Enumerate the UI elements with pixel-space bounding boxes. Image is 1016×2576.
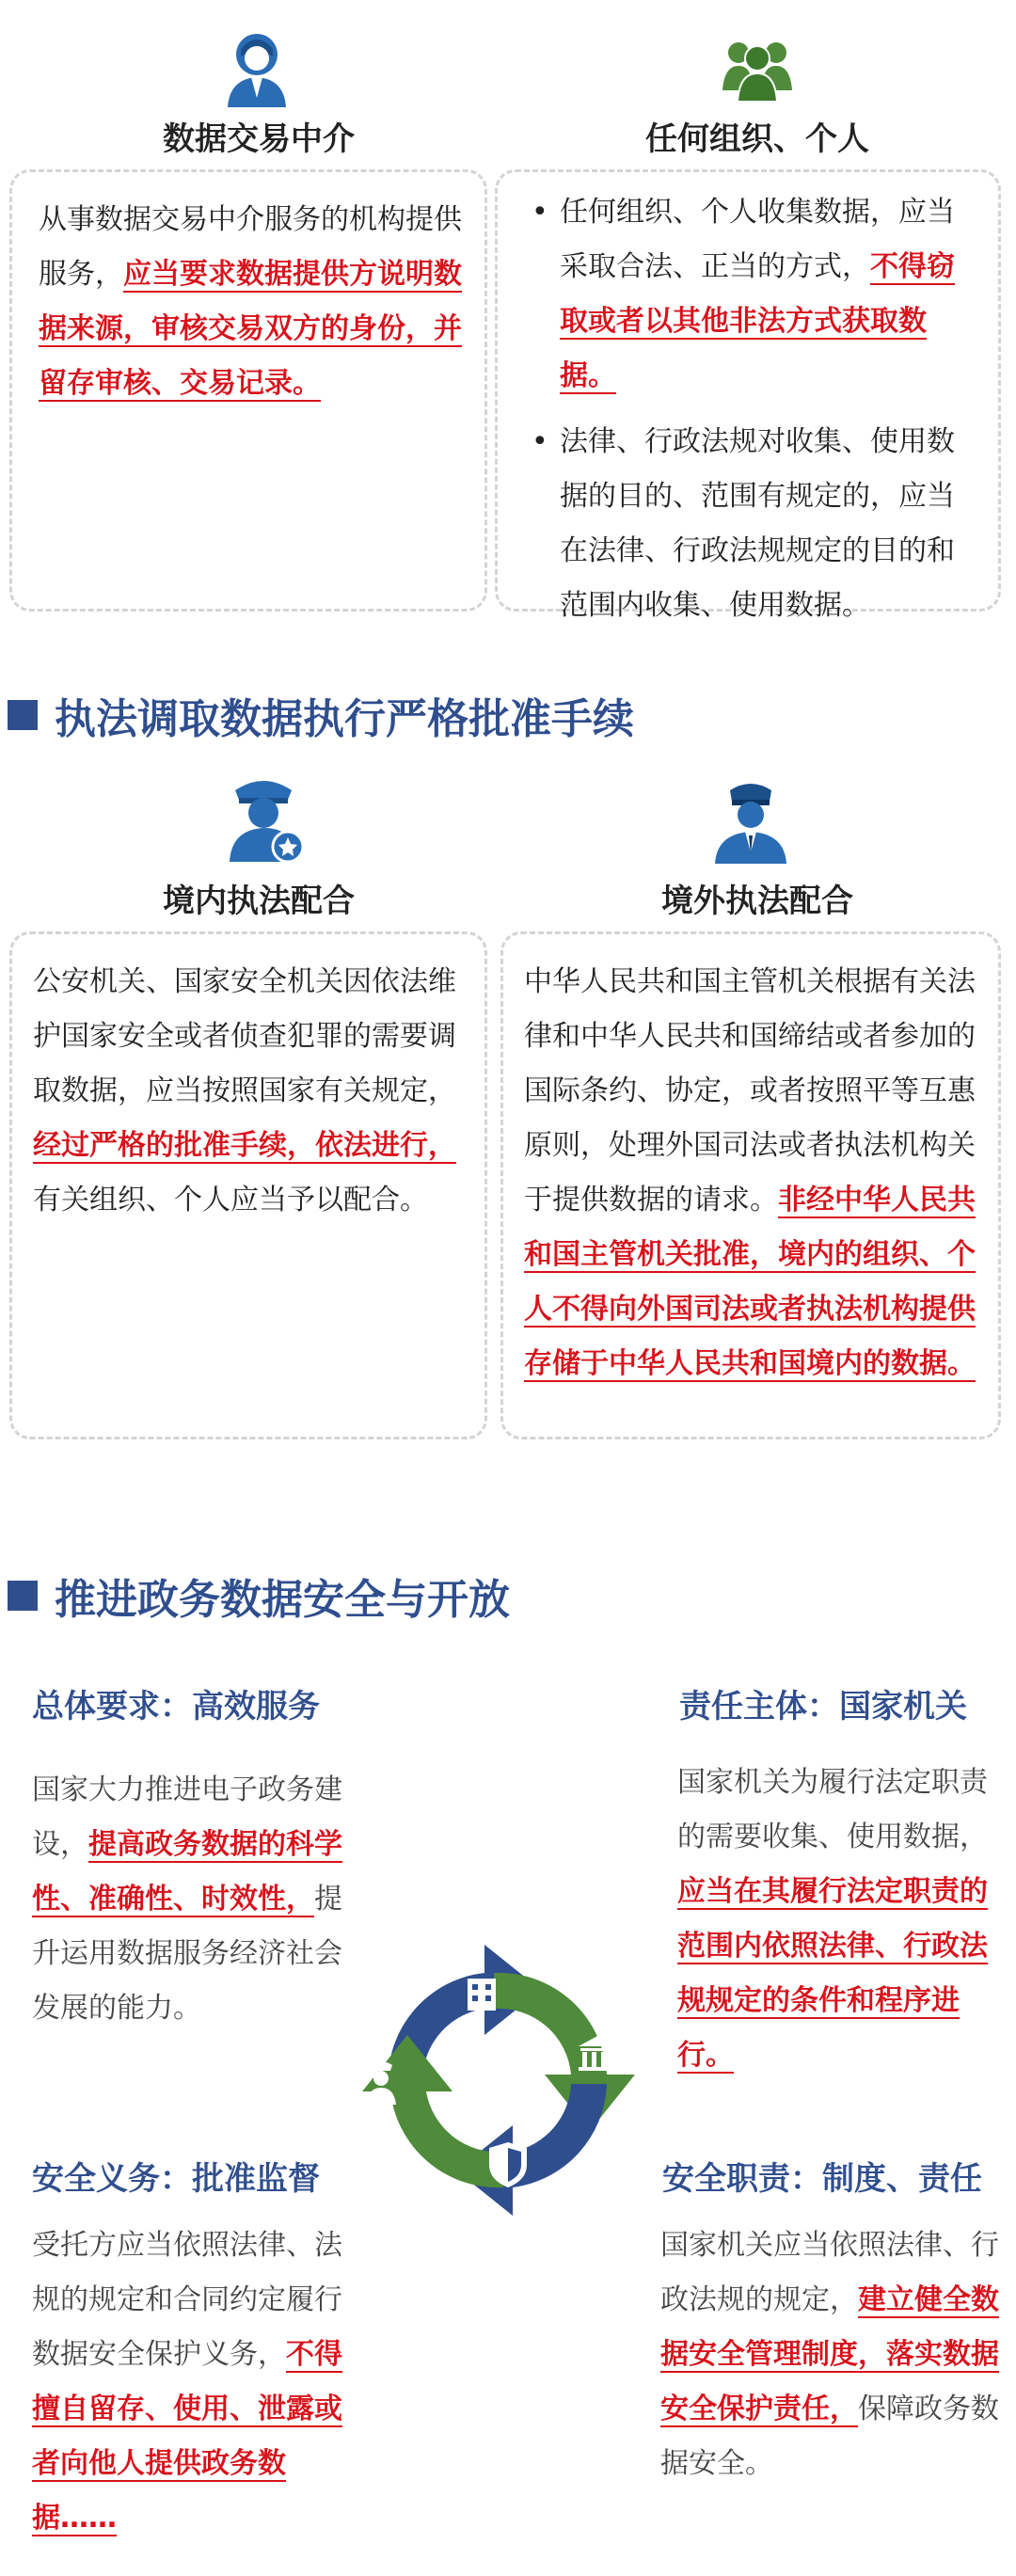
bottom-right-text: 国家机关应当依照法律、行政法规的规定，建立健全数据安全管理制度，落实数据安全保护责任，保障政务数据安全。 xyxy=(660,2229,999,2480)
section2-left-title: 境内执法配合 xyxy=(163,883,355,920)
section2-left-text-2: 有关组织、个人应当予以配合。 xyxy=(33,1184,428,1216)
top-left-title: 总体要求：高效服务 xyxy=(32,1688,320,1725)
top-left-red-text: 提高政务数据的科学性、准确性、时效性， xyxy=(32,1828,342,1916)
section2-left-text: 公安机关、国家安全机关因依法维护国家安全或者侦查犯罪的需要调取数据，应当按照国家有关规定， xyxy=(33,965,456,1107)
section3-heading: 推进政务数据安全与开放 xyxy=(8,1566,510,1626)
officer-icon xyxy=(713,777,788,864)
section1-bullet-1: • 任何组织、个人收集数据，应当采取合法、正当的方式，不得窃取或者以其他非法方式获取数据。 xyxy=(560,185,979,404)
top-left-text: 国家大力推进电子政务建设，提高政务数据的科学性、准确性、时效性，提升运用数据服务经济社会发展的能力。 xyxy=(32,1773,342,2025)
section1-right-box xyxy=(495,169,1001,622)
heading-square-icon xyxy=(8,700,38,730)
agent-icon xyxy=(226,32,288,107)
top-right-red-text: 应当在其履行法定职责的范围内依照法律、行政法规规定的条件和程序进行。 xyxy=(677,1875,988,2072)
bottom-left-red-text: 不得擅自留存、使用、泄露或者向他人提供政务数据…… xyxy=(32,2338,342,2535)
section2-left-red-text: 经过严格的批准手续，依法进行， xyxy=(33,1129,456,1162)
section1-bullet-2: • 法律、行政法规对收集、使用数据的目的、范围有规定的，应当在法律、行政法规规定的目的和范围内收集、使用数据。 xyxy=(560,415,979,633)
section1-left-title: 数据交易中介 xyxy=(163,120,355,158)
bottom-left-text: 受托方应当依照法律、法规的规定和合同约定履行数据安全保护义务，不得擅自留存、使用、泄露或者向他人提供政务数据…… xyxy=(32,2229,342,2535)
cycle-diagram xyxy=(343,1924,654,2238)
section2-right-box xyxy=(500,931,1001,1439)
section2-right-red-text: 非经中华人民共和国主管机关批准，境内的组织、个人不得向外国司法或者执法机构提供存储于中华人民共和国境内的数据。 xyxy=(524,1184,976,1380)
section1-left-red-text: 应当要求数据提供方说明数据来源，审核交易双方的身份，并留存审核、交易记录。 xyxy=(39,258,462,400)
section2-right-title: 境外执法配合 xyxy=(661,883,853,920)
bottom-right-red-text: 建立健全数据安全管理制度，落实数据安全保护责任， xyxy=(660,2283,999,2425)
heading-square-icon xyxy=(8,1581,38,1611)
section1-right-title: 任何组织、个人 xyxy=(645,120,869,158)
section2-right-text: 中华人民共和国主管机关根据有关法律和中华人民共和国缔结或者参加的国际条约、协定，或者按照平等互惠原则，处理外国司法或者执法机构关于提供数据的请求。 xyxy=(524,965,976,1216)
bottom-left-title: 安全义务：批准监督 xyxy=(32,2160,320,2198)
top-right-title: 责任主体：国家机关 xyxy=(679,1688,967,1725)
building-icon xyxy=(468,1979,496,2011)
group-icon xyxy=(722,36,792,102)
section1-bullet-1-red: 不得窃取或者以其他非法方式获取数据。 xyxy=(560,250,955,392)
police-icon xyxy=(226,771,305,862)
section1-left-box xyxy=(9,169,487,612)
section1-left-text: 从事数据交易中介服务的机构提供服务， xyxy=(39,203,462,291)
bottom-right-title: 安全职责：制度、责任 xyxy=(662,2160,982,2198)
top-right-text: 国家机关为履行法定职责的需要收集、使用数据，应当在其履行法定职责的范围内依照法律、行政法规规定的条件和程序进行。 xyxy=(677,1766,988,2072)
section2-heading: 执法调取数据执行严格批准手续 xyxy=(8,685,634,745)
section2-left-box xyxy=(9,931,487,1439)
